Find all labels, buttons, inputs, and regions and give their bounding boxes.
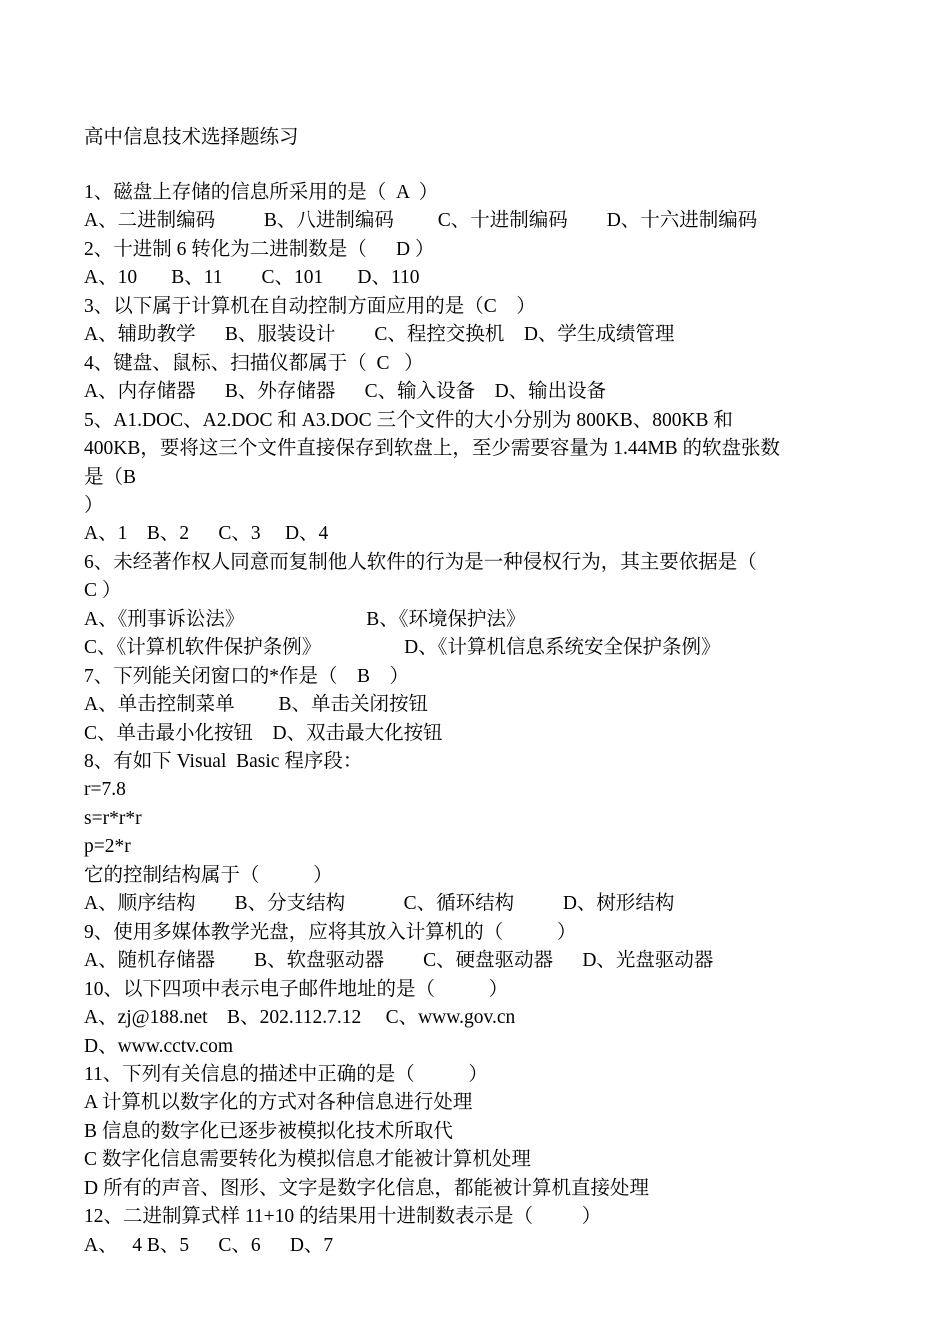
document-line: 12、二进制算式样 11+10 的结果用十进制数表示是（ ） <box>84 1206 602 1228</box>
document-line: r=7.8 <box>84 779 126 801</box>
document-line: 11、下列有关信息的描述中正确的是（ ） <box>84 1063 488 1085</box>
document-line: 10、以下四项中表示电子邮件地址的是（ ） <box>84 978 509 1000</box>
document-line: A、zj@188.net B、202.112.7.12 C、www.gov.cn <box>84 1007 516 1029</box>
document-line: 3、以下属于计算机在自动控制方面应用的是（C ） <box>84 295 536 317</box>
document-line: A、辅助教学 B、服装设计 C、程控交换机 D、学生成绩管理 <box>84 324 675 346</box>
document-line: A、10 B、11 C、101 D、110 <box>84 267 420 289</box>
document-line: B 信息的数字化已逐步被模拟化技术所取代 <box>84 1120 453 1142</box>
document-line: s=r*r*r <box>84 807 142 829</box>
document-line: 400KB，要将这三个文件直接保存到软盘上，至少需要容量为 1.44MB 的软盘张数 <box>84 438 781 460</box>
document-line: A、内存储器 B、外存储器 C、输入设备 D、输出设备 <box>84 381 607 403</box>
document-line: A、《刑事诉讼法》 B、《环境保护法》 <box>84 608 526 630</box>
document-line: p=2*r <box>84 836 131 858</box>
document-line: 6、未经著作权人同意而复制他人软件的行为是一种侵权行为，其主要依据是（ <box>84 551 757 573</box>
document-line: A、顺序结构 B、分支结构 C、循环结构 D、树形结构 <box>84 893 675 915</box>
document-line: 它的控制结构属于（ ） <box>84 864 333 886</box>
document-line: A 计算机以数字化的方式对各种信息进行处理 <box>84 1092 473 1114</box>
document-line: A、 4 B、5 C、6 D、7 <box>84 1234 334 1256</box>
document-line: 2、十进制 6 转化为二进制数是（ D ） <box>84 238 435 260</box>
document-line: D、www.cctv.com <box>84 1035 234 1057</box>
document-line: 8、有如下 Visual Basic 程序段： <box>84 751 363 772</box>
document-line: C、《计算机软件保护条例》 D、《计算机信息系统安全保护条例》 <box>84 637 721 659</box>
document-line: 9、使用多媒体教学光盘，应将其放入计算机的（ ） <box>84 921 577 943</box>
document-line: 是（B <box>84 466 137 488</box>
document-line: A、二进制编码 B、八进制编码 C、十进制编码 D、十六进制编码 <box>84 210 758 232</box>
document-line: ） <box>84 494 104 516</box>
document-line: C ） <box>84 580 122 602</box>
document-line: C、单击最小化按钮 D、双击最大化按钮 <box>84 722 443 744</box>
document-line: A、随机存储器 B、软盘驱动器 C、硬盘驱动器 D、光盘驱动器 <box>84 950 714 972</box>
document-line: A、1 B、2 C、3 D、4 <box>84 523 329 545</box>
document-line: 5、A1.DOC、A2.DOC 和 A3.DOC 三个文件的大小分别为 800KB、800KB 和 <box>84 409 733 431</box>
document-line: 1、磁盘上存储的信息所采用的是（ A ） <box>84 182 439 203</box>
document-title: 高中信息技术选择题练习 <box>84 127 299 148</box>
document-line: D 所有的声音、图形、文字是数字化信息，都能被计算机直接处理 <box>84 1177 649 1199</box>
document-line: C 数字化信息需要转化为模拟信息才能被计算机处理 <box>84 1149 531 1171</box>
document-line: A、单击控制菜单 B、单击关闭按钮 <box>84 694 428 716</box>
document-line: 4、键盘、鼠标、扫描仪都属于（ C ） <box>84 352 424 374</box>
document-line: 7、下列能关闭窗口的*作是（ B ） <box>84 665 410 687</box>
